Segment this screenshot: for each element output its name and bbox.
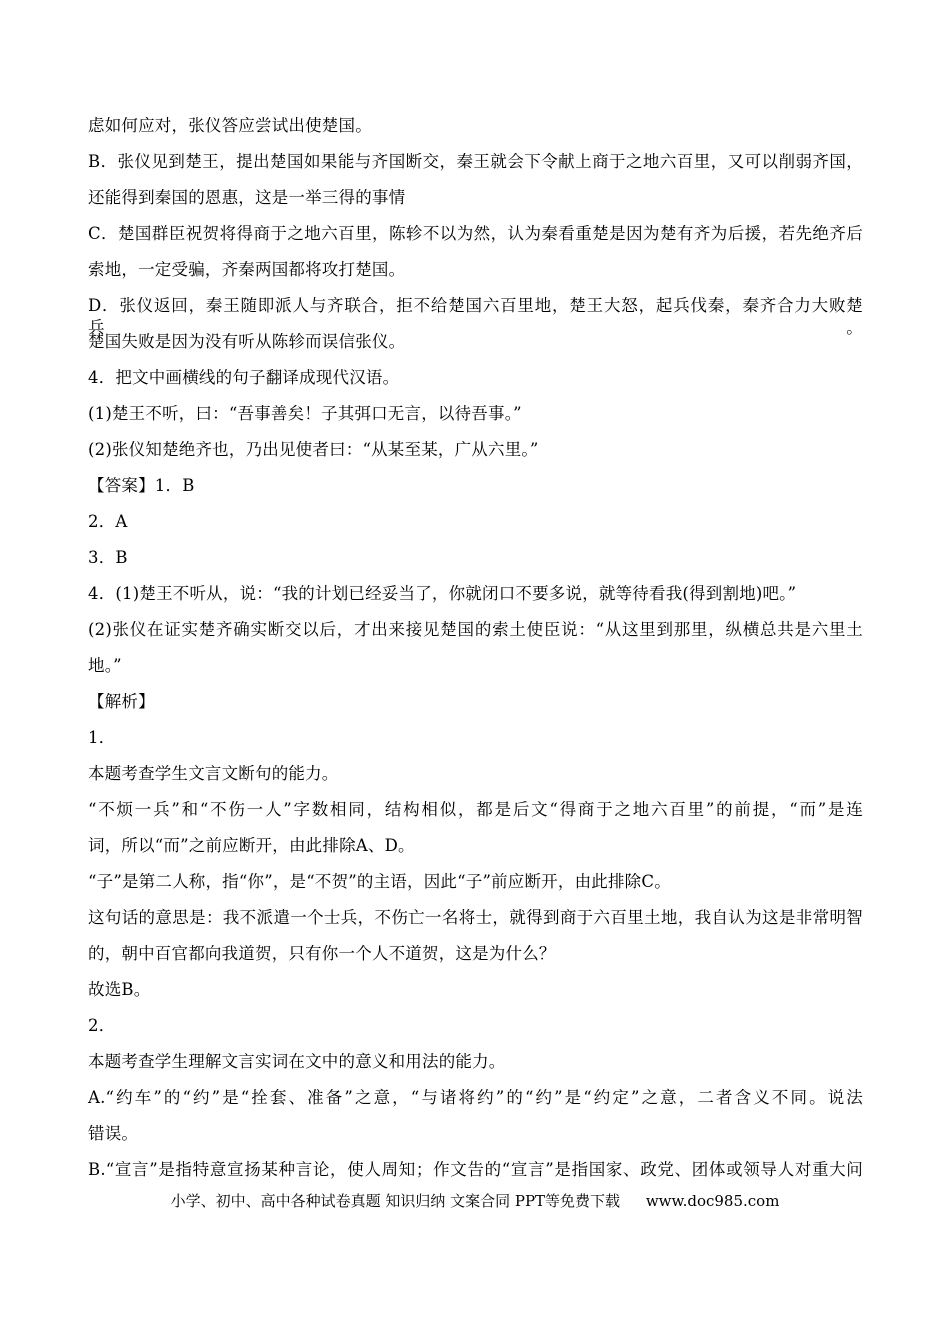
text-line: “子”是第二人称，指“你”，是“不贺”的主语，因此“子”前应断开，由此排除C。 bbox=[88, 872, 671, 891]
text-line: 故选B。 bbox=[88, 980, 151, 999]
answer-line: (2)张仪在证实楚齐确实断交以后，才出来接见楚国的索土使臣说：“从这里到那里，纵横总共是六里土 bbox=[88, 620, 863, 639]
text-line: B．张仪见到楚王，提出楚国如果能与齐国断交，秦王就会下令献上商于之地六百里，又可以削弱齐国， bbox=[88, 152, 863, 171]
question-heading: 4．把文中画横线的句子翻译成现代汉语。 bbox=[88, 368, 400, 387]
text-line: 索地，一定受骗，齐秦两国都将攻打楚国。 bbox=[88, 260, 406, 279]
footer-text: 小学、初中、高中各种试卷真题 知识归纳 文案合同 PPT等免费下载 bbox=[170, 1192, 621, 1210]
answer-line: 4．(1)楚王不听从，说：“我的计划已经妥当了，你就闭口不要多说，就等待看我(得到割地)吧。” bbox=[88, 584, 797, 603]
answer-line: 地。” bbox=[88, 656, 122, 675]
text-line: 错误。 bbox=[88, 1124, 139, 1143]
text-line: 楚国失败是因为没有听从陈轸而误信张仪。 bbox=[88, 332, 406, 351]
answer-line: 3．B bbox=[88, 548, 128, 567]
text-line: 还能得到秦国的恩惠，这是一举三得的事情 bbox=[88, 188, 406, 207]
text-line: 的，朝中百官都向我道贺，只有你一个人不道贺，这是为什么？ bbox=[88, 944, 556, 963]
text-line: 本题考查学生理解文言实词在文中的意义和用法的能力。 bbox=[88, 1052, 506, 1071]
text-line: 2． bbox=[88, 1016, 116, 1035]
text-line: 虑如何应对，张仪答应尝试出使楚国。 bbox=[88, 116, 372, 135]
text-line: 本题考查学生文言文断句的能力。 bbox=[88, 764, 339, 783]
answer-line: 2．A bbox=[88, 512, 128, 531]
text-line: B.“宣言”是指特意宣扬某种言论，使人周知；作文告的“宣言”是指国家、政党、团体或领导人对重大问 bbox=[88, 1160, 863, 1179]
text-line: (2)张仪知楚绝齐也，乃出见使者曰：“从某至某，广从六里。” bbox=[88, 440, 539, 459]
text-line: 1． bbox=[88, 728, 116, 747]
text-line: (1)楚王不听，曰：“吾事善矣！子其弭口无言，以待吾事。” bbox=[88, 404, 522, 423]
text-line: 这句话的意思是：我不派遣一个士兵，不伤亡一名将士，就得到商于六百里土地，我自认为这是非常明智 bbox=[88, 908, 863, 927]
text-line: “不烦一兵”和“不伤一人”字数相同，结构相似，都是后文“得商于之地六百里”的前提，“而”是连 bbox=[88, 800, 863, 819]
answer-heading: 【答案】1．B bbox=[88, 476, 195, 495]
text-line: D．张仪返回，秦王随即派人与齐联合，拒不给楚国六百里地，楚王大怒，起兵伐秦，秦齐合力大败楚兵。 bbox=[88, 296, 863, 337]
text-line: 词，所以“而”之前应断开，由此排除A、D。 bbox=[88, 836, 415, 855]
analysis-heading: 【解析】 bbox=[88, 692, 155, 711]
footer-url[interactable]: www.doc985.com bbox=[645, 1192, 780, 1210]
text-line: A.“约车”的“约”是“拴套、准备”之意，“与诸将约”的“约”是“约定”之意，二者含义不同。说法 bbox=[88, 1088, 863, 1107]
page-footer bbox=[0, 1190, 950, 1212]
text-line: C．楚国群臣祝贺将得商于之地六百里，陈轸不以为然，认为秦看重楚是因为楚有齐为后援，若先绝齐后 bbox=[88, 224, 863, 243]
